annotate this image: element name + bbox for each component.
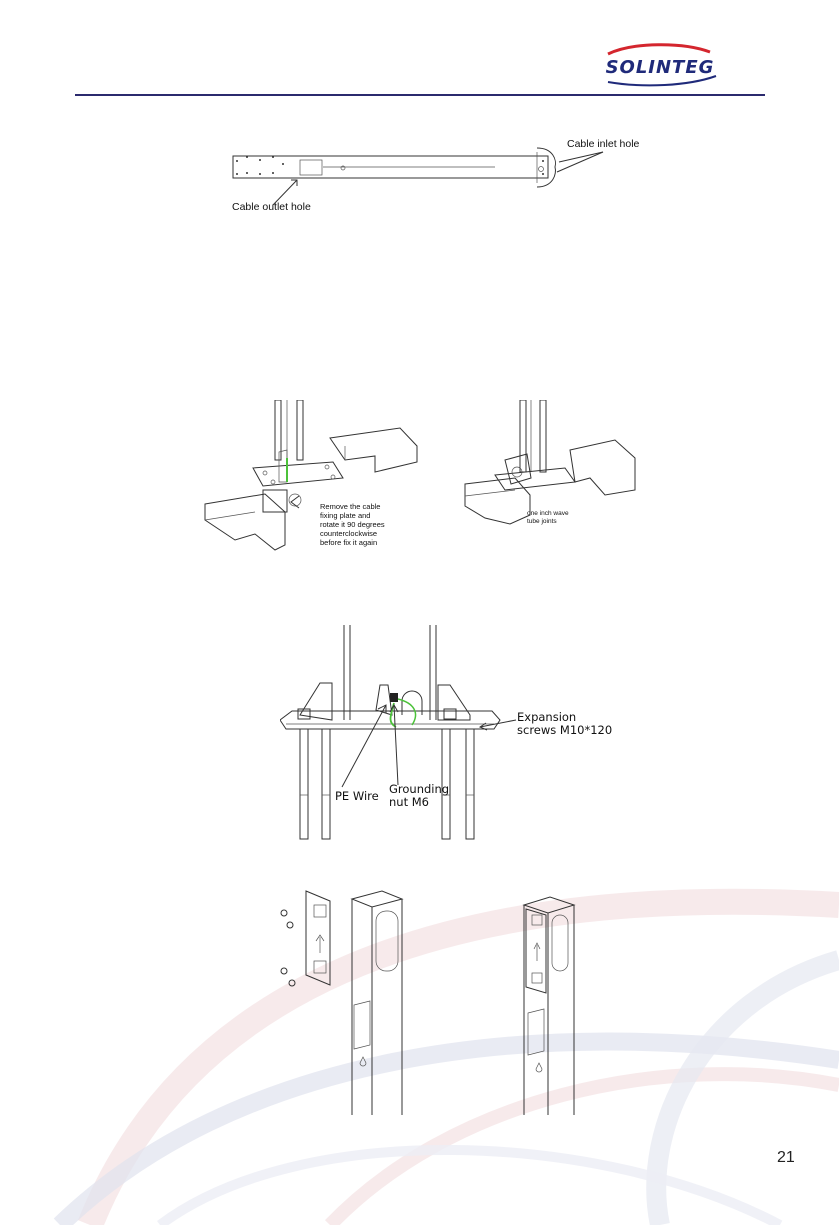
logo-text: SOLINTEG — [605, 57, 715, 78]
mount-right — [524, 897, 574, 1115]
mounting-plate-diagram — [270, 885, 590, 1115]
grounding-nut-line: Grounding — [389, 782, 450, 796]
solinteg-logo — [588, 42, 733, 88]
rail-diagram — [225, 140, 570, 205]
header-divider — [75, 94, 765, 96]
grounding-nut-label — [389, 783, 449, 809]
mount-left — [281, 891, 402, 1115]
cable-plate-note-line: rotate it 90 degrees — [320, 520, 385, 529]
base-left — [205, 400, 417, 550]
grounding-diagram — [280, 625, 530, 850]
cable-inlet-label: Cable inlet hole — [567, 138, 640, 150]
expansion-screws-line: screws M10*120 — [517, 723, 613, 737]
tube-joint-note — [527, 510, 569, 526]
tube-joint-note-line: one inch wave — [527, 510, 569, 517]
expansion-screws-line: Expansion — [517, 710, 577, 724]
pe-wire-label: PE Wire — [335, 789, 379, 803]
base-assembly-diagram — [195, 400, 645, 560]
expansion-screws-label — [517, 711, 612, 737]
grounding-nut-line: nut M6 — [389, 795, 429, 809]
cable-plate-note — [320, 502, 385, 547]
page-number: 21 — [777, 1149, 795, 1166]
cable-outlet-label: Cable outlet hole — [232, 201, 311, 213]
cable-plate-note-line: fixing plate and — [320, 511, 371, 520]
logo-swoosh — [608, 45, 710, 54]
tube-joint-note-line: tube joints — [527, 518, 557, 525]
cable-plate-note-line: before fix it again — [320, 538, 378, 547]
cable-plate-note-line: counterclockwise — [320, 529, 378, 538]
cable-plate-note-line: Remove the cable — [320, 502, 381, 511]
base-right — [465, 400, 635, 524]
